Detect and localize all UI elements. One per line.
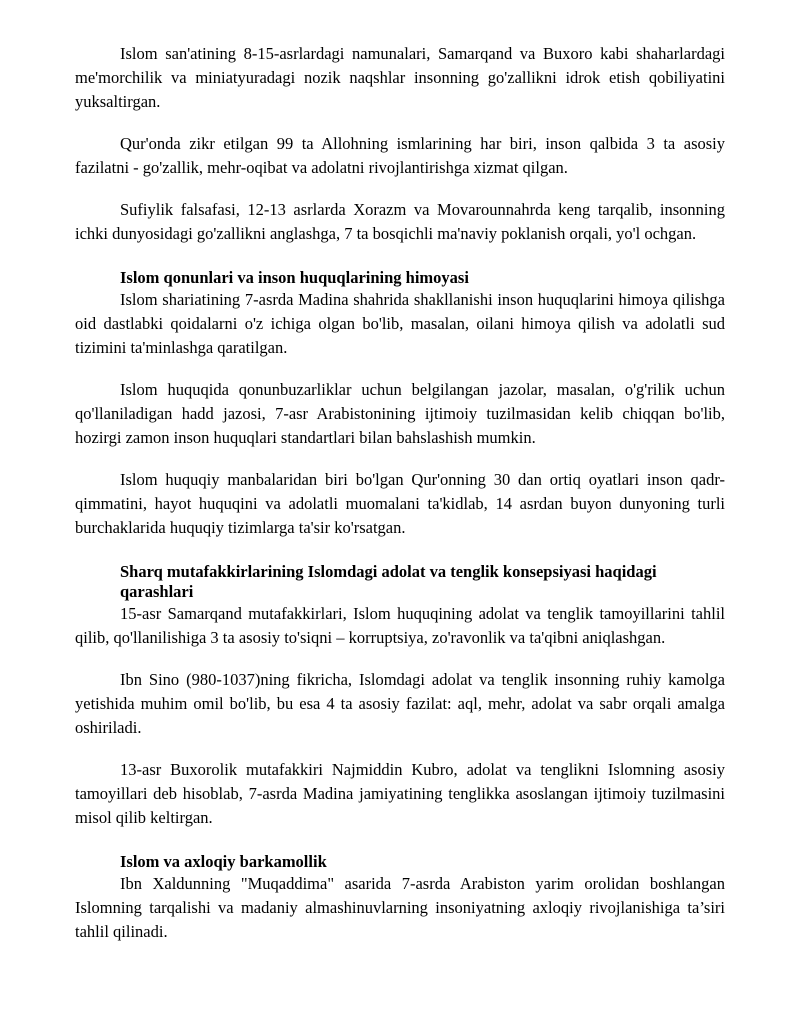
section-heading: Islom va axloqiy barkamollik (120, 852, 327, 871)
paragraph: 13-asr Buxorolik mutafakkiri Najmiddin Kubro, adolat va tenglikni Islomning asosiy tamoyillari deb hisoblab, 7-asrda Madina jamiyatining tenglikka asoslangan ijtimoiy tuzilmasini misol qilib keltirgan. (75, 760, 725, 827)
paragraph: Islom huquqiy manbalaridan biri bo'lgan Qur'onning 30 dan ortiq oyatlari inson qadr-qimmatini, hayot huquqini va adolatli muomalani ta'kidlab, 14 asrdan buyon dunyoning turli burchaklarida huquqiy tizimlarga ta'sir ko'rsatgan. (75, 470, 725, 537)
paragraph: 15-asr Samarqand mutafakkirlari, Islom huquqining adolat va tenglik tamoyillarini tahlil qilib, qo'llanilishiga 3 ta asosiy to'siqni – korruptsiya, zo'ravonlik va ta'qibni aniqlashgan. (75, 604, 725, 647)
paragraph: Ibn Sino (980-1037)ning fikricha, Islomdagi adolat va tenglik insonning ruhiy kamolga yetishida muhim omil bo'lib, bu esa 4 ta asosiy fazilat: aql, mehr, adolat va sabr orqali amalga oshiriladi. (75, 670, 725, 737)
paragraph: Qur'onda zikr etilgan 99 ta Allohning ismlarining har biri, inson qalbida 3 ta asosiy fazilatni - go'zallik, mehr-oqibat va adolatni rivojlantirishga xizmat qilgan. (75, 134, 725, 177)
section-heading: Islom qonunlari va inson huquqlarining himoyasi (120, 268, 469, 287)
paragraph: Ibn Xaldunning "Muqaddima" asarida 7-asrda Arabiston yarim orolidan boshlangan Islomning tarqalishi va madaniy almashinuvlarning insoniyatning axloqiy rivojlanishiga ta’siri tahlil qilinadi. (75, 874, 725, 941)
paragraph: Sufiylik falsafasi, 12-13 asrlarda Xorazm va Movarounnahrda keng tarqalib, insonning ichki dunyosidagi go'zallikni anglashga, 7 ta bosqichli ma'naviy poklanish orqali, yo'l ochgan. (75, 200, 725, 243)
section-heading: Sharq mutafakkirlarining Islomdagi adolat va tenglik konsepsiyasi haqidagi qarashlari (120, 562, 657, 601)
document-page (75, 42, 725, 944)
paragraph: Islom san'atining 8-15-asrlardagi namunalari, Samarqand va Buxoro kabi shaharlardagi me'morchilik va miniatyuradagi nozik naqshlar insonning go'zallikni idrok etish qobiliyatini yuksaltirgan. (75, 44, 725, 111)
paragraph: Islom huquqida qonunbuzarliklar uchun belgilangan jazolar, masalan, o'g'rilik uchun qo'llaniladigan hadd jazosi, 7-asr Arabistonining ijtimoiy tuzilmasidan kelib chiqqan bo'lib, hozirgi zamon inson huquqlari standartlari bilan bahslashish mumkin. (75, 380, 725, 447)
paragraph: Islom shariatining 7-asrda Madina shahrida shakllanishi inson huquqlarini himoya qilishga oid dastlabki qoidalarni o'z ichiga olgan bo'lib, masalan, oilani himoya qilish va adolatli sud tizimini ta'minlashga qaratilgan. (75, 290, 725, 357)
